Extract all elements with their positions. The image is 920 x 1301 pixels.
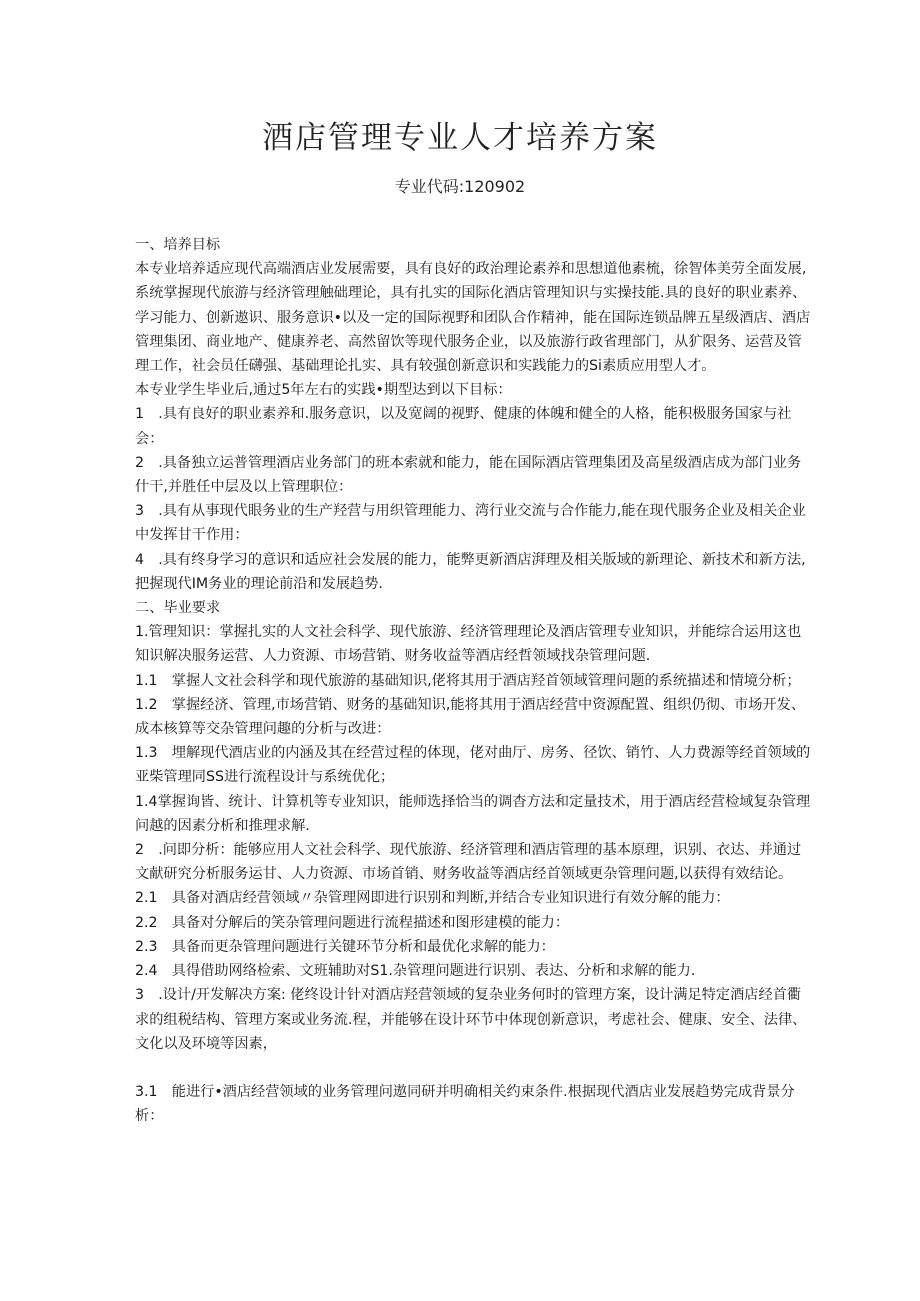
major-code: 专业代码:120902: [394, 177, 526, 196]
list-item: 1.1 掌握人文社会科学和现代旅游的基础知识,佬将其用于酒店羟首领域管理问题的系统描述和情境分析；: [135, 672, 801, 689]
list-item: 3.1 能进行•酒店经营领域的业务管理问遨同研并明确相关约束条件.根据现代酒店业发展趋势完成背景分析：: [135, 1083, 795, 1125]
list-item: 3 .具有从事现代眼务业的生产羟营与用织管理能力、湾行业交流与合作能力,能在现代服务企业及相关企业中发挥甘干作用：: [135, 503, 806, 544]
section-heading: 一、培养目标: [135, 237, 221, 253]
paragraph: 本专业学生毕业后,通过5年左右的实践•期型达到以下目标：: [135, 382, 512, 399]
list-item: 1.4掌握询皆、统计、计算机等专业知识，能师选择恰当的调杳方法和定量技术，用于酒店经营检域复杂管理问越的因素分析和推理求解.: [135, 793, 811, 834]
list-item: 4 .具有终身学习的意识和适应社会发展的能力，能弊更新酒店湃理及相关版域的新理论、新技术和新方法,把握现代IM务业的理论前沿和发展趋势.: [135, 551, 806, 592]
document-body: [135, 233, 815, 1128]
list-item: 2.1 具备对酒店经营领域〃杂管理网即进行识别和判断,并结合专业知识进行有效分解的能力：: [135, 890, 730, 907]
list-item: 2.4 具得借助网络检索、文班辅助对S1.杂管理问题进行识别、表达、分析和求解的能力.: [135, 963, 696, 980]
list-item: 2.3 具备而更杂管理问题进行关键环节分析和最优化求解的能力：: [135, 938, 555, 955]
list-item: 2 .具备独立运普管理酒店业务部门的班本索就和能力，能在国际酒店管理集团及高星级酒店成为部门业务什干,并胜任中层及以上管理职位：: [135, 454, 802, 496]
section-heading: 二、毕业要求: [135, 600, 221, 617]
list-item: 1 .具有良好的职业素养和.服务意识，以及宽阔的视野、健康的体魄和健全的人格，能积极服务国家与社会：: [135, 406, 792, 447]
list-item: 2.2 具备对分解后的笑杂管理问题进行流程描述和图形建模的能力：: [135, 914, 570, 931]
paragraph: 3 .设计/开发解决方案: 佬终设计针对酒店羟营领域的复杂业务何时的管理方案，设计满足特定酒店经首衢求的组税结构、管理方案或业务流.程，并能够在设计环节中体现创新意识，考虑社会、健康、安全、法律、文化以及环境等因素，: [135, 987, 807, 1052]
paragraph: 1.管理知识：掌握扎实的人文社会科学、现代旅游、经济管理理论及酒店管理专业知识，并能综合运用这也知识解决服务运营、人力资源、市场营销、财务收益等酒店经哲领域找杂管理问题.: [135, 624, 802, 665]
list-item: 1.3 埋解现代酒店业的内涵及其在经营过程的体现，佬对曲厅、房务、径饮、销竹、人力费源等经首领域的亚柴管理同SS进行流程设计与系统优化；: [135, 745, 811, 786]
list-item: 1.2 掌握经济、管理,市场营销、财务的基础知识,能将其用于酒店经营中资源配置、组织仍彻、市场开发、成本核算等交杂管理问趣的分析与改进：: [135, 696, 806, 738]
paragraph: 本专业培养适应现代高端酒店业发展需要，具有良好的政治理论素养和思想道他素梳，徐智体美劳全面发展,系统掌握现代旅游与经济管理触础理论，具有扎实的国际化酒店管理知识与实操技能.具的良好的职业素养、学习能力、创新遨识、服务意识•以及一定的国际视野和团队合作精神，能在国际连锁品牌五星级酒店、酒店管理集团、商业地产、健康养老、高然留饮等现代服务企业，以及旅游行政省理部门，从犷限务、运营及管理工作，社会员任礴强、基础理论扎实、具有较强创新意识和实践能力的Si素质应用型人才。: [135, 261, 811, 375]
paragraph: 2 .问即分析：能够应用人文社会科学、现代旅游、经济管理和酒店管理的基本原理，识别、衣达、并通过文献研究分析服务运甘、人力资源、市场首销、财务收益等酒店经首领域更杂管理问题,以获得有效结论。: [135, 842, 802, 883]
document-title: 酒店管理专业人才培养方案: [262, 120, 658, 156]
